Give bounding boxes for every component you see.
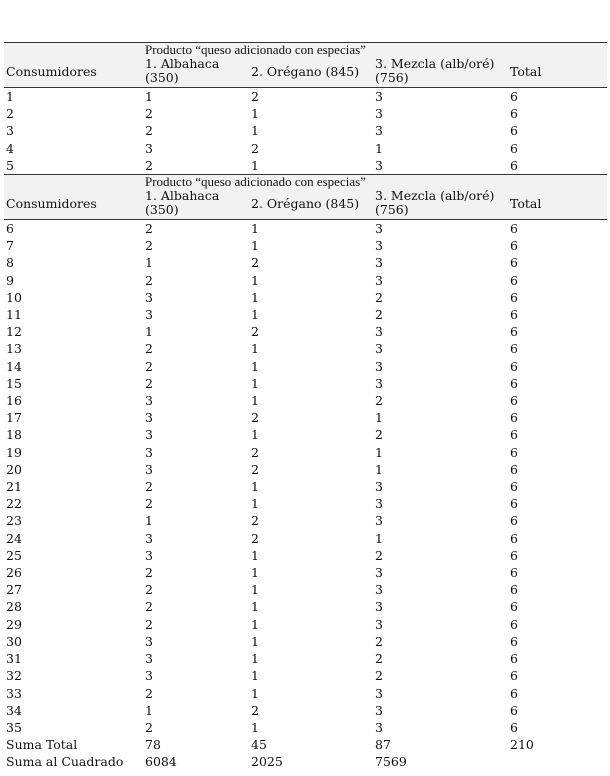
cell-consumer: 2 [6, 106, 14, 122]
cell-consumer: 26 [6, 565, 22, 581]
cell-albahaca: 3 [145, 140, 153, 156]
cell-mezcla: 2 [375, 547, 383, 563]
cell-albahaca: 78 [145, 737, 161, 753]
cell-oregano: 1 [251, 289, 259, 305]
cell-total: 6 [510, 547, 518, 563]
cell-albahaca: 3 [145, 633, 153, 649]
cell-albahaca: 2 [145, 358, 153, 374]
table-row [4, 140, 607, 157]
cell-mezcla: 1 [375, 140, 383, 156]
table-row [4, 530, 607, 547]
cell-albahaca: 2 [145, 479, 153, 495]
table-row [4, 581, 607, 598]
cell-albahaca: 2 [145, 157, 153, 173]
table-row [4, 358, 607, 375]
cell-consumer: 10 [6, 289, 22, 305]
cell-mezcla: 2 [375, 289, 383, 305]
table-row [4, 254, 607, 271]
cell-mezcla: 3 [375, 616, 383, 632]
cell-total: 6 [510, 307, 518, 323]
table-body-part1 [4, 88, 607, 175]
cell-consumer: 32 [6, 668, 22, 684]
cell-albahaca: 2 [145, 719, 153, 735]
cell-total: 6 [510, 582, 518, 598]
cell-mezcla: 87 [375, 737, 391, 753]
cell-total: 6 [510, 123, 518, 139]
cell-total: 6 [510, 633, 518, 649]
cell-mezcla: 3 [375, 702, 383, 718]
col-header-oregano: 2. Orégano (845) [249, 189, 373, 220]
table-row [4, 650, 607, 667]
table-row [4, 426, 607, 443]
cell-oregano: 1 [251, 307, 259, 323]
cell-consumer: 4 [6, 140, 14, 156]
col-header-total: Total [508, 189, 607, 220]
cell-albahaca: 1 [145, 324, 153, 340]
cell-albahaca: 2 [145, 496, 153, 512]
cell-consumer: 27 [6, 582, 22, 598]
table-row [4, 547, 607, 564]
col-header-consumers: Consumidores [4, 189, 143, 220]
cell-total: 6 [510, 375, 518, 391]
cell-albahaca: 2 [145, 123, 153, 139]
cell-mezcla: 3 [375, 89, 383, 104]
cell-oregano: 1 [251, 616, 259, 632]
summary-row [4, 736, 607, 753]
cell-consumer: 33 [6, 685, 22, 701]
cell-total: 6 [510, 719, 518, 735]
cell-total: 6 [510, 341, 518, 357]
cell-oregano: 1 [251, 668, 259, 684]
cell-mezcla: 3 [375, 272, 383, 288]
cell-total: 6 [510, 238, 518, 254]
table-row [4, 598, 607, 615]
cell-mezcla: 2 [375, 651, 383, 667]
table-row [4, 719, 607, 736]
cell-albahaca: 3 [145, 427, 153, 443]
cell-albahaca: 3 [145, 289, 153, 305]
cell-total: 6 [510, 444, 518, 460]
cell-mezcla: 3 [375, 106, 383, 122]
cell-oregano: 1 [251, 496, 259, 512]
cell-total: 6 [510, 599, 518, 615]
cell-oregano: 1 [251, 123, 259, 139]
table-row [4, 340, 607, 357]
table-row [4, 685, 607, 702]
cell-albahaca: 3 [145, 530, 153, 546]
cell-oregano: 1 [251, 582, 259, 598]
cell-oregano: 1 [251, 341, 259, 357]
cell-total: 6 [510, 702, 518, 718]
table-header-product-row [4, 43, 607, 58]
table-row [4, 667, 607, 684]
cell-albahaca: 3 [145, 307, 153, 323]
cell-consumer: 12 [6, 324, 22, 340]
cell-oregano: 2 [251, 513, 259, 529]
cell-albahaca: 2 [145, 565, 153, 581]
table-summary [4, 736, 607, 770]
cell-oregano: 1 [251, 272, 259, 288]
cell-mezcla: 2 [375, 668, 383, 684]
cell-consumer: 9 [6, 272, 14, 288]
col-header-mezcla: 3. Mezcla (alb/oré) (756) [373, 189, 508, 220]
cell-albahaca: 2 [145, 106, 153, 122]
cell-total: 6 [510, 530, 518, 546]
cell-mezcla: 3 [375, 238, 383, 254]
cell-oregano: 2 [251, 702, 259, 718]
table-header-product-row [4, 175, 607, 190]
cell-consumer: 16 [6, 393, 22, 409]
cell-albahaca: 2 [145, 582, 153, 598]
cell-oregano: 1 [251, 358, 259, 374]
cell-oregano: 2025 [251, 754, 283, 770]
table-row [4, 323, 607, 340]
table-body-part2 [4, 220, 607, 737]
cell-consumer: 31 [6, 651, 22, 667]
cell-consumer: 29 [6, 616, 22, 632]
cell-total: 6 [510, 140, 518, 156]
table-row [4, 272, 607, 289]
cell-total: 6 [510, 221, 518, 237]
table-row [4, 633, 607, 650]
cell-mezcla: 2 [375, 633, 383, 649]
cell-mezcla: 3 [375, 599, 383, 615]
cell-mezcla: 1 [375, 444, 383, 460]
cell-consumer: 1 [6, 89, 14, 104]
cell-total: 6 [510, 685, 518, 701]
cell-consumer: 15 [6, 375, 22, 391]
cell-mezcla: 2 [375, 307, 383, 323]
cell-mezcla: 2 [375, 393, 383, 409]
table-row [4, 306, 607, 323]
col-header-total: Total [508, 57, 607, 88]
cell-mezcla: 3 [375, 358, 383, 374]
cell-albahaca: 2 [145, 341, 153, 357]
table-row [4, 495, 607, 512]
cell-oregano: 2 [251, 89, 259, 104]
cell-oregano: 2 [251, 530, 259, 546]
cell-albahaca: 1 [145, 255, 153, 271]
cell-total: 6 [510, 616, 518, 632]
table-row [4, 564, 607, 581]
cell-oregano: 1 [251, 685, 259, 701]
cell-mezcla: 1 [375, 530, 383, 546]
cell-oregano: 2 [251, 255, 259, 271]
cell-mezcla: 3 [375, 496, 383, 512]
col-header-mezcla: 3. Mezcla (alb/oré) (756) [373, 57, 508, 88]
cell-mezcla: 3 [375, 513, 383, 529]
col-header-albahaca: 1. Albahaca (350) [143, 57, 249, 88]
cell-mezcla: 2 [375, 427, 383, 443]
cell-oregano: 1 [251, 221, 259, 237]
cell-albahaca: 2 [145, 272, 153, 288]
cell-total: 6 [510, 427, 518, 443]
cell-oregano: 1 [251, 651, 259, 667]
table-row [4, 157, 607, 175]
cell-consumer: 6 [6, 221, 14, 237]
cell-albahaca: 2 [145, 375, 153, 391]
cell-albahaca: 2 [145, 599, 153, 615]
table-row [4, 105, 607, 122]
table-row [4, 478, 607, 495]
cell-consumer: 28 [6, 599, 22, 615]
cell-mezcla: 3 [375, 123, 383, 139]
cell-mezcla: 3 [375, 565, 383, 581]
cell-albahaca: 2 [145, 221, 153, 237]
cell-oregano: 2 [251, 324, 259, 340]
cell-total: 6 [510, 565, 518, 581]
cell-total: 6 [510, 513, 518, 529]
cell-albahaca: 1 [145, 513, 153, 529]
cell-oregano: 1 [251, 157, 259, 173]
cell-consumer: 5 [6, 157, 14, 173]
cell-consumer: 17 [6, 410, 22, 426]
cell-mezcla: 3 [375, 375, 383, 391]
cell-consumer: 22 [6, 496, 22, 512]
cell-albahaca: 3 [145, 410, 153, 426]
table-row [4, 616, 607, 633]
cell-total: 6 [510, 157, 518, 173]
table-header-row [4, 57, 607, 88]
cell-consumer: 20 [6, 461, 22, 477]
cell-oregano: 2 [251, 444, 259, 460]
cell-consumer: 7 [6, 238, 14, 254]
cell-mezcla: 3 [375, 685, 383, 701]
cell-oregano: 1 [251, 633, 259, 649]
cell-albahaca: 1 [145, 702, 153, 718]
table-row [4, 289, 607, 306]
cell-total: 6 [510, 496, 518, 512]
table-row [4, 237, 607, 254]
cell-mezcla: 3 [375, 719, 383, 735]
cell-total: 6 [510, 651, 518, 667]
table-row [4, 122, 607, 139]
col-header-consumers: Consumidores [4, 57, 143, 88]
cell-oregano: 1 [251, 547, 259, 563]
ranking-table [4, 42, 607, 771]
cell-mezcla: 7569 [375, 754, 407, 770]
cell-mezcla: 3 [375, 255, 383, 271]
cell-consumer: 18 [6, 427, 22, 443]
table-row [4, 392, 607, 409]
ranking-table-container [4, 42, 607, 771]
cell-mezcla: 1 [375, 410, 383, 426]
col-header-oregano: 2. Orégano (845) [249, 57, 373, 88]
cell-total: 6 [510, 324, 518, 340]
cell-consumer: 24 [6, 530, 22, 546]
cell-oregano: 2 [251, 410, 259, 426]
cell-total: 6 [510, 289, 518, 305]
table-row [4, 220, 607, 238]
cell-albahaca: 3 [145, 547, 153, 563]
cell-consumer: 8 [6, 255, 14, 271]
cell-albahaca: 3 [145, 668, 153, 684]
cell-albahaca: 2 [145, 616, 153, 632]
cell-oregano: 1 [251, 427, 259, 443]
cell-albahaca: 3 [145, 651, 153, 667]
cell-total: 6 [510, 668, 518, 684]
cell-oregano: 1 [251, 599, 259, 615]
cell-consumer: 14 [6, 358, 22, 374]
cell-mezcla: 3 [375, 157, 383, 173]
table-row [4, 702, 607, 719]
cell-mezcla: 3 [375, 479, 383, 495]
cell-oregano: 1 [251, 106, 259, 122]
table-row [4, 444, 607, 461]
table-row [4, 461, 607, 478]
cell-oregano: 1 [251, 393, 259, 409]
table-header-row [4, 189, 607, 220]
table-row [4, 375, 607, 392]
col-header-albahaca: 1. Albahaca (350) [143, 189, 249, 220]
cell-total [508, 753, 607, 770]
cell-albahaca: 2 [145, 238, 153, 254]
cell-total: 210 [510, 737, 534, 753]
cell-consumer: 3 [6, 123, 14, 139]
cell-total: 6 [510, 410, 518, 426]
cell-mezcla: 3 [375, 341, 383, 357]
cell-albahaca: 2 [145, 685, 153, 701]
product-label: Producto “queso adicionado con especias” [143, 175, 607, 190]
table-row [4, 409, 607, 426]
cell-consumer: Suma al Cuadrado [6, 754, 124, 770]
cell-consumer: 23 [6, 513, 22, 529]
cell-albahaca: 3 [145, 444, 153, 460]
cell-consumer: 21 [6, 479, 22, 495]
cell-consumer: 30 [6, 633, 22, 649]
cell-consumer: Suma Total [6, 737, 78, 753]
cell-oregano: 1 [251, 375, 259, 391]
cell-consumer: 19 [6, 444, 22, 460]
cell-consumer: 25 [6, 547, 22, 563]
product-label: Producto “queso adicionado con especias” [143, 43, 607, 58]
cell-albahaca: 3 [145, 393, 153, 409]
summary-row [4, 753, 607, 770]
table-row [4, 88, 607, 106]
cell-mezcla: 3 [375, 582, 383, 598]
cell-oregano: 1 [251, 565, 259, 581]
cell-consumer: 13 [6, 341, 22, 357]
cell-consumer: 11 [6, 307, 22, 323]
cell-consumer: 35 [6, 719, 22, 735]
cell-mezcla: 3 [375, 221, 383, 237]
cell-total: 6 [510, 461, 518, 477]
cell-albahaca: 1 [145, 89, 153, 104]
cell-oregano: 2 [251, 140, 259, 156]
cell-oregano: 45 [251, 737, 267, 753]
cell-consumer: 34 [6, 702, 22, 718]
cell-oregano: 1 [251, 238, 259, 254]
cell-total: 6 [510, 358, 518, 374]
cell-total: 6 [510, 393, 518, 409]
cell-mezcla: 1 [375, 461, 383, 477]
cell-total: 6 [510, 106, 518, 122]
table-row [4, 512, 607, 529]
cell-oregano: 1 [251, 719, 259, 735]
cell-albahaca: 6084 [145, 754, 177, 770]
cell-oregano: 1 [251, 479, 259, 495]
cell-total: 6 [510, 255, 518, 271]
cell-total: 6 [510, 89, 518, 104]
cell-mezcla: 3 [375, 324, 383, 340]
cell-total: 6 [510, 479, 518, 495]
cell-oregano: 2 [251, 461, 259, 477]
cell-albahaca: 3 [145, 461, 153, 477]
cell-total: 6 [510, 272, 518, 288]
